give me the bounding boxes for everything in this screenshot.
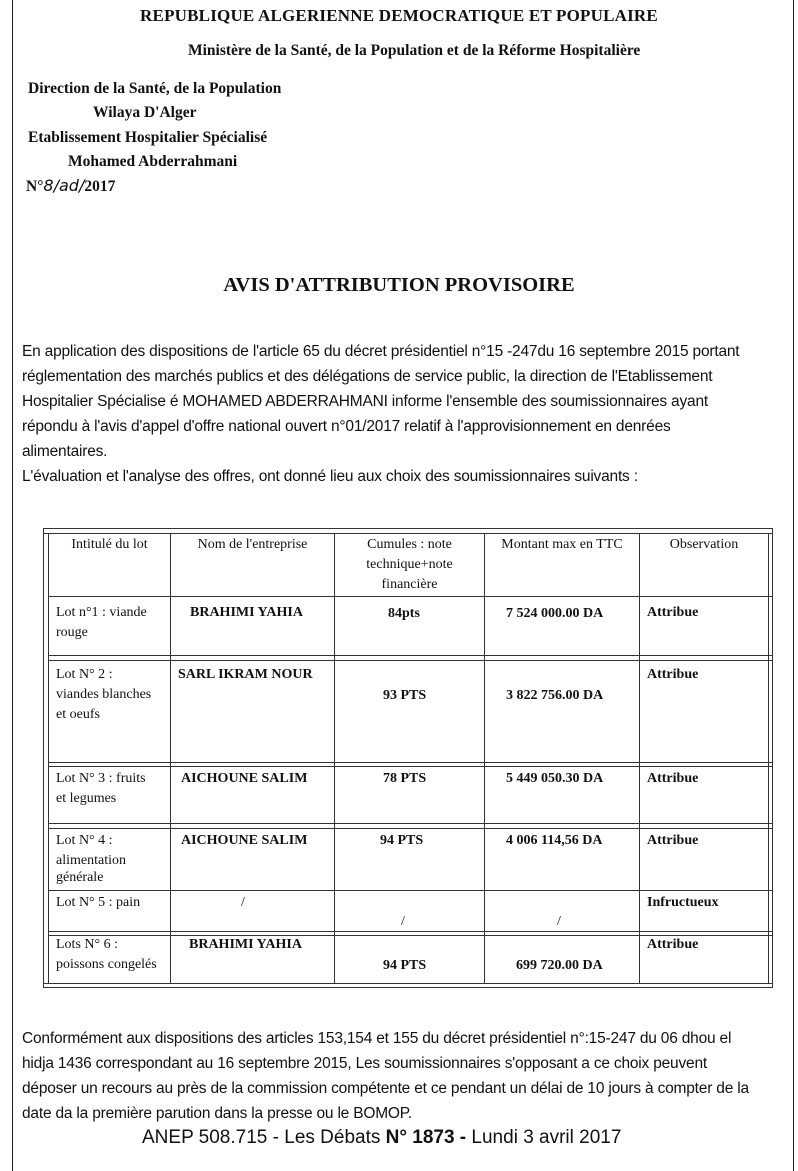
header-text: Intitulé du lot [71, 537, 148, 552]
table-row-6-lot [56, 935, 157, 975]
intro-line: alimentaires. [22, 443, 108, 460]
table-row-4-lot [56, 831, 126, 888]
table-border [48, 660, 773, 661]
table-border [48, 766, 773, 767]
table-border [48, 762, 773, 763]
table-row-4-entreprise: AICHOUNE SALIM [181, 833, 308, 848]
intro-line: Hospitalier Spécialise é MOHAMED ABDERRAHMANI informe l'ensemble des soumissionnaires ayant [22, 393, 708, 410]
ministry-heading: Ministère de la Santé, de la Population et de la Réforme Hospitalière [188, 42, 641, 59]
table-border [48, 533, 49, 983]
header-text: Observation [669, 537, 739, 552]
table-row-4-note: 94 PTS [380, 833, 424, 848]
lot-text: Lot N° 4 : [56, 833, 113, 848]
table-row-5-note: / [401, 914, 405, 929]
table-row-2-observation: Attribue [647, 667, 699, 682]
publication-date: Lundi 3 avril 2017 [471, 1127, 622, 1148]
table-border [43, 533, 773, 534]
table-border [43, 987, 773, 988]
table-row-3-note: 78 PTS [383, 771, 427, 786]
reference-prefix: N° [26, 178, 44, 195]
header-text: Montant max en TTC [501, 537, 623, 552]
header-cumules [335, 535, 484, 595]
table-row-1-observation: Attribue [647, 605, 699, 620]
direction-line-3: Etablissement Hospitalier Spécialisé [28, 129, 268, 146]
table-border [639, 533, 640, 983]
header-observation [640, 535, 768, 555]
table-row-1-montant: 7 524 000.00 DA [506, 606, 604, 621]
table-row-2-lot [56, 665, 151, 725]
table-row-2-note: 93 PTS [383, 688, 427, 703]
table-row-3-montant: 5 449 050.30 DA [506, 771, 604, 786]
publication-footer [142, 1127, 621, 1149]
table-border [170, 533, 171, 983]
table-row-1-entreprise: BRAHIMI YAHIA [190, 605, 303, 620]
table-border [772, 528, 773, 988]
table-border [48, 823, 773, 824]
table-border [48, 655, 773, 656]
table-border [768, 533, 769, 983]
reference-year: 2017 [84, 178, 116, 195]
republic-heading: REPUBLIQUE ALGERIENNE DEMOCRATIQUE ET POPULAIRE [140, 6, 658, 25]
intro-line: L'évaluation et l'analyse des offres, ont donné lieu aux choix des soumissionnaires suivants : [22, 468, 638, 485]
header-text: financière [381, 577, 438, 592]
lot-text: viandes blanches [56, 687, 152, 702]
page-right-edge [793, 0, 794, 1171]
lot-text: Lot n°1 : viande [56, 605, 147, 620]
intro-paragraph [22, 339, 762, 489]
table-row-3-entreprise: AICHOUNE SALIM [181, 771, 308, 786]
closing-line: date da la première parution dans la presse ou le BOMOP. [22, 1105, 413, 1122]
closing-line: Conformément aux dispositions des articles 153,154 et 155 du décret présidentiel n°:15-247 du 06 dhou el [22, 1030, 732, 1047]
header-text: Cumules : note [367, 537, 452, 552]
direction-line-4: Mohamed Abderrahmani [68, 153, 238, 170]
intro-line: En application des dispositions de l'article 65 du décret présidentiel n°15 -247du 16 septembre 2015 portant [22, 343, 740, 360]
table-row-4-observation: Attribue [647, 833, 699, 848]
table-border [48, 596, 773, 597]
notice-title: AVIS D'ATTRIBUTION PROVISOIRE [223, 274, 575, 296]
table-row-6-note: 94 PTS [383, 958, 427, 973]
table-border [48, 890, 773, 891]
header-intitule [49, 535, 170, 555]
issue-number: N° 1873 [385, 1127, 455, 1148]
lot-text: rouge [56, 625, 88, 640]
table-row-5-lot [56, 893, 140, 913]
table-border [43, 528, 44, 988]
lot-text: Lot N° 3 : fruits [56, 771, 146, 786]
header-text: technique+note [366, 557, 453, 572]
table-row-2-entreprise: SARL IKRAM NOUR [178, 667, 313, 682]
table-row-5-montant: / [557, 914, 561, 929]
page-left-edge [12, 0, 13, 1171]
table-row-5-observation: Infructueux [647, 895, 719, 910]
table-border [48, 828, 773, 829]
table-border [48, 931, 773, 932]
header-entreprise [171, 535, 334, 555]
table-border [43, 528, 773, 529]
lot-text: et oeufs [56, 707, 100, 722]
table-row-1-note: 84pts [388, 606, 420, 621]
table-row-3-observation: Attribue [647, 771, 699, 786]
lot-text: et legumes [56, 791, 117, 806]
header-text: Nom de l'entreprise [197, 537, 308, 552]
lot-text: poissons congelés [56, 957, 157, 972]
lot-text: Lot N° 2 : [56, 667, 113, 682]
lot-text: Lot N° 5 : pain [56, 895, 141, 910]
closing-line: hidja 1436 correspondant au 16 septembre 2015, Les soumissionnaires s'opposant a ce choix peuvent [22, 1055, 707, 1072]
table-row-5-entreprise: / [241, 895, 245, 910]
table-row-6-entreprise: BRAHIMI YAHIA [189, 937, 302, 952]
table-row-4-montant: 4 006 114,56 DA [506, 833, 603, 848]
anep-reference: ANEP 508.715 [142, 1127, 268, 1148]
intro-line: répondu à l'avis d'appel d'offre national ouvert n°01/2017 relatif à l'approvisionnement en denrées [22, 418, 671, 435]
direction-line-2: Wilaya D'Alger [93, 104, 197, 121]
table-border [43, 983, 773, 984]
closing-paragraph [22, 1026, 762, 1126]
table-row-1-lot [56, 603, 147, 643]
table-row-3-lot [56, 769, 146, 809]
lot-text: générale [56, 870, 104, 885]
table-row-6-montant: 699 720.00 DA [516, 958, 603, 973]
table-row-6-observation: Attribue [647, 937, 699, 952]
separator: - [454, 1127, 472, 1148]
closing-line: déposer un recours au près de la commission compétente et ce pendant un délai de 10 jours à compter de la [22, 1080, 749, 1097]
header-montant [485, 535, 639, 555]
reference-handwritten: 8/ad/ [43, 176, 85, 195]
lot-text: Lots N° 6 : [56, 937, 118, 952]
journal-name: Les Débats [284, 1127, 381, 1148]
table-border [484, 533, 485, 983]
direction-line-1: Direction de la Santé, de la Population [28, 80, 282, 97]
lot-text: alimentation [56, 853, 126, 868]
table-row-2-montant: 3 822 756.00 DA [506, 688, 604, 703]
reference-number [26, 176, 115, 196]
separator: - [267, 1127, 285, 1148]
intro-line: réglementation des marchés publics et des délégations de service public, la direction de l'Etablissement [22, 368, 713, 385]
table-border [334, 533, 335, 983]
